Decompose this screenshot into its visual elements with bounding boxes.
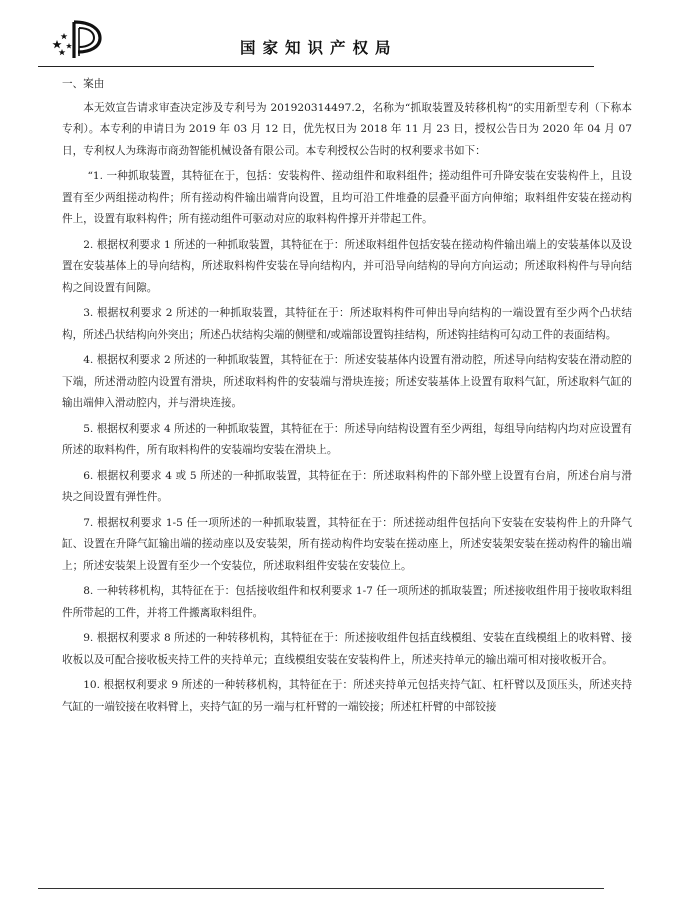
document-body: [62, 74, 632, 722]
paragraph-claim-9: 9. 根据权利要求 8 所述的一种转移机构，其特征在于：所述接收组件包括直线模组、安装在直线模组上的收料臂、接收板以及可配合接收板夹持工件的夹持单元；直线模组安装在安装构件上，所述夹持单元的输出端可相对接收板开合。: [62, 632, 632, 666]
cnipa-logo-icon: [48, 16, 104, 62]
paragraph-claim-4: 4. 根据权利要求 2 所述的一种抓取装置，其特征在于：所述安装基体内设置有滑动腔，所述导向结构安装在滑动腔的下端，所述滑动腔内设置有滑块，所述取料构件的安装端与滑块连接；所述安装基体上设置有取料气缸，所述取料气缸的输出端伸入滑动腔内，并与滑块连接。: [62, 354, 632, 409]
footer-divider: [38, 888, 604, 889]
paragraph-claim-1: “1. 一种抓取装置，其特征在于，包括：安装构件、搓动组件和取料组件；搓动组件可升降安装在安装构件上，且设置有至少两组搓动构件；所有搓动构件输出端背向设置，且均可沿工件堆叠的层叠平面方向伸缩；取料组件安装在搓动构件上，设置有取料构件；所有搓动组件可驱动对应的取料构件撑开并带起工件。: [62, 170, 632, 225]
office-name: 国家知识产权局: [240, 39, 398, 57]
paragraph-claim-7: 7. 根据权利要求 1-5 任一项所述的一种抓取装置，其特征在于：所述搓动组件包括向下安装在安装构件上的升降气缸、设置在升降气缸输出端的搓动座以及安装架，所有搓动构件均安装在搓动座上，所述安装架安装在搓动构件的输出端上；所述安装架上设置有至少一个安装位，所述取料组件安装在安装位上。: [62, 516, 632, 572]
header-divider: [38, 66, 594, 67]
section-heading: 一、案由: [62, 78, 105, 90]
paragraph-intro: 本无效宣告请求审查决定涉及专利号为 201920314497.2，名称为“抓取装置及转移机构”的实用新型专利（下称本专利）。本专利的申请日为 2019 年 03 月 12 日，优先权日为 2018 年 11 月 23 日，授权公告日为 2020 年 04 月 07 日，专利权人为珠海市商劲智能机械设备有限公司。本专利授权公告时的权利要求书如下：: [62, 101, 632, 157]
paragraph-claim-8: 8. 一种转移机构，其特征在于：包括接收组件和权利要求 1-7 任一项所述的抓取装置；所述接收组件用于接收取料组件所带起的工件，并将工件搬离取料组件。: [62, 585, 632, 619]
paragraph-claim-2: 2. 根据权利要求 1 所述的一种抓取装置，其特征在于：所述取料组件包括安装在搓动构件输出端上的安装基体以及设置在安装基体上的导向结构，所述取料构件安装在导向结构内，并可沿导向结构的导向方向运动；所述取料构件与导向结构之间设置有间隙。: [62, 238, 632, 294]
paragraph-claim-5: 5. 根据权利要求 4 所述的一种抓取装置，其特征在于：所述导向结构设置有至少两组，每组导向结构内均对应设置有所述的取料构件，所有取料构件的安装端均安装在滑块上。: [62, 422, 632, 456]
paragraph-claim-6: 6. 根据权利要求 4 或 5 所述的一种抓取装置，其特征在于：所述取料构件的下部外壁上设置有台肩，所述台肩与滑块之间设置有弹性件。: [62, 469, 632, 503]
paragraph-claim-3: 3. 根据权利要求 2 所述的一种抓取装置，其特征在于：所述取料构件可伸出导向结构的一端设置有至少两个凸状结构，所述凸状结构向外突出；所述凸状结构尖端的侧壁和/或端部设置钩挂结构，所述钩挂结构可勾动工件的表面结构。: [62, 307, 632, 341]
page-header: [0, 0, 681, 70]
paragraph-claim-10: 10. 根据权利要求 9 所述的一种转移机构，其特征在于：所述夹持单元包括夹持气缸、杠杆臂以及顶压头，所述夹持气缸的一端铰接在收料臂上，夹持气缸的另一端与杠杆臂的一端铰接；所述杠杆臂的中部铰接: [62, 679, 632, 713]
